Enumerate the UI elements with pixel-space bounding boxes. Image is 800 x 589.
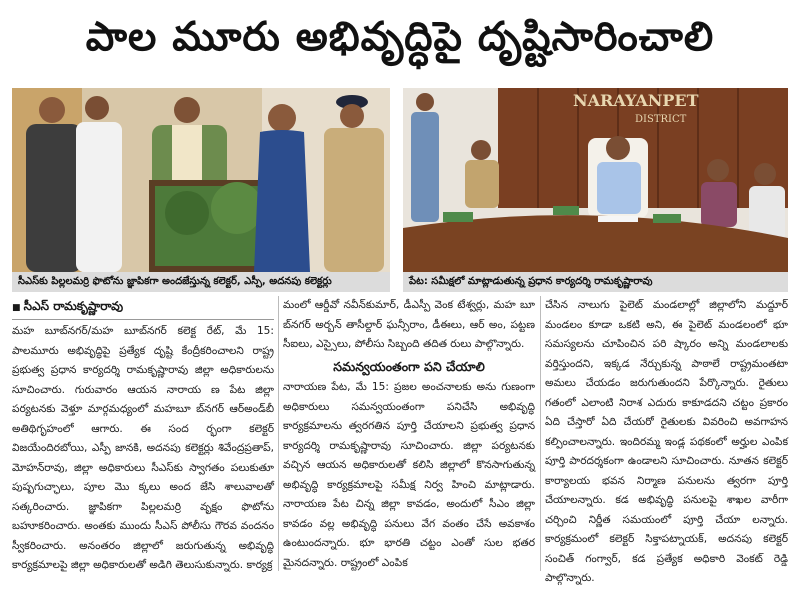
photo-right-image — [403, 88, 788, 272]
article-column-2 — [283, 296, 535, 571]
photo-left-caption: సీఎస్‌కు పిల్లలమర్రి ఫొటోను జ్ఞాపికగా అందజేస్తున్న కలెక్టర్, ఎస్పీ, అదనపు కలెక్టర్లు — [12, 272, 390, 292]
article-col2-top-text: మంలో ఆర్డీవో నవీన్‌కుమార్, డీఎస్పీ వెంక టేశ్వర్లు, మహ బూ బ్‌నగర్ అర్బన్ తాసీల్దార్ ఘన్సీరాం, డీఈలు, ఆర్ అం, పట్టణ సీఐలు, ఎస్సైలు, పోలీసు సిబ్బంది తదిత రులు పాల్గొన్నారు. — [283, 299, 535, 350]
article-byline: ■ సీఎస్ రామకృష్ణారావు — [12, 296, 274, 320]
photo-left-image — [12, 88, 390, 272]
article-column-1 — [12, 296, 274, 571]
photo-left — [12, 88, 390, 272]
photo-right — [403, 88, 788, 272]
wall-sign-subtext: DISTRICT — [635, 114, 687, 125]
article-column-3 — [545, 296, 788, 584]
column-divider-2 — [540, 296, 541, 571]
article-subheading: సమన్వయంతంగా పని చేయాలి — [333, 358, 485, 374]
wall-sign-text: NARAYANPET — [573, 91, 699, 110]
article-col2-bottom-text: నారాయణ పేట, మే 15: ప్రజల అంచనాలకు అను గుణంగా అధికారులు సమన్వయంతంగా పనిచేసి అభివృద్ధి కార్యక్రమాలను త్వరగతిన పూర్తి చేయాలని ప్రభుత్వ ప్రధాన కార్యదర్శి రామకృష్ణారావు సూచించారు. జిల్లా పర్యటనకు వచ్చిన ఆయన అధికారులతో కలిసి జిల్లాలో కొనసాగుతున్న అభివృద్ధి కార్యక్రమాలపై సమీక్ష నిర్వ హించి మాట్లాడారు. నారాయణ పేట చిన్న జిల్లా కావడం, అందులో సీఎం జిల్లా కావడం వల్ల అభివృద్ధి పనులు వేగ వంతం చేసే అవకాశం ఉంటుందన్నారు. భూ భారతి చట్టం ఎంతో సుల భతర మైనదన్నారు. రాష్ట్రంలో ఎంపిక — [283, 381, 535, 569]
column-divider-1 — [278, 296, 279, 571]
headline: పాల మూరు అభివృద్ధిపై దృష్టిసారించాలి — [85, 14, 715, 60]
article-col1-text: మహ బూబ్‌నగర్/మహ బూబ్‌నగర్ కలెక్ట రేట్, మే 15: పాలమూరు అభివృద్ధిపై ప్రత్యేక దృష్టి కేంద్రీకరించాలని రాష్ట్ర ప్రభుత్వ ప్రధాన కార్యదర్శి రామకృష్ణారావు జిల్లా అధికారులను సూచించారు. గురువారం ఆయన నారాయ ణ పేట జిల్లా పర్యటనకు వెళ్తూ మార్గమధ్యంలో మహబూ బ్‌నగర్ ఆర్‌అండ్‌బీ అతిథిగృహంలో ఆగారు. ఈ సంద ర్భంగా కలెక్టర్ విజయేందిరబోయి, ఎస్పీ జానకి, అదనపు కలెక్టర్లు శివేంద్రప్రతాప్, మోహన్‌రావు, జిల్లా అధికారులు సీఎస్‌కు స్వాగతం పలుకుతూ పుష్పగుచ్ఛాలు, పూల మొ క్కలు అంద జేసి శాలువాలతో సత్కరించారు. జ్ఞాపికగా పిల్లలమర్రి వృక్షం ఫొటోను బహూకరించారు. అంతకు ముందు సీఎస్ పోలీసు గౌరవ వందనం స్వీకరించారు. అనంతరం జిల్లాలో జరుగుతున్న అభివృద్ధి కార్యక్రమాలపై జిల్లా అధికారులతో అడిగి తెలుసుకున్నారు. కార్యక్ర — [12, 325, 274, 571]
photo-right-caption: పేట: సమీక్షలో మాట్లాడుతున్న ప్రధాన కార్యదర్శి రామకృష్ణారావు — [403, 272, 788, 292]
article-col3-text: చేసిన నాలుగు పైలెట్ మండలాల్లో జిల్లాలోని మద్దూర్ మండలం కూడా ఒకటి అని, ఈ పైలెట్ మండలంలో భూ సమస్యలను చూపించిన పరి ష్కారం అన్ని మండలాలకు వర్తిస్తుందని, ఇక్కడ నేర్చుకున్న పాఠాలే రాష్ట్రమంతటా అమలు చేయడం జరుగుతుందని పేర్కొన్నారు. రైతులు గతంలో ఎలాంటి నిరాశ ఎదురు కాకూడదని చట్టం ప్రకారం ఏది చేస్తారో ఏది చేయరో రైతులకు వివరించి అవగాహన కల్పించాలన్నారు. ఇందిరమ్మ ఇండ్ల పథకంలో అర్హుల ఎంపిక పూర్తి పారదర్శకంగా ఉండాలని సూచించారు. నూతన కలెక్టర్ కార్యాలయ భవన నిర్మాణ పనులను త్వరగా పూర్తి చేయాలన్నారు. కడ అభివృద్ధి పనులపై శాఖల వారీగా చర్చించి నిర్ణీత సమయంలో పూర్తి చేయా లన్నారు. కార్యక్రమంలో కలెక్టర్ సిక్తాపట్నాయక్, అదనపు కలెక్టర్ సంచిత్ గంగ్వార్, కడ ప్రత్యేక అధికారి వెంకట్ రెడ్డి పాల్గొన్నారు. — [545, 299, 788, 584]
